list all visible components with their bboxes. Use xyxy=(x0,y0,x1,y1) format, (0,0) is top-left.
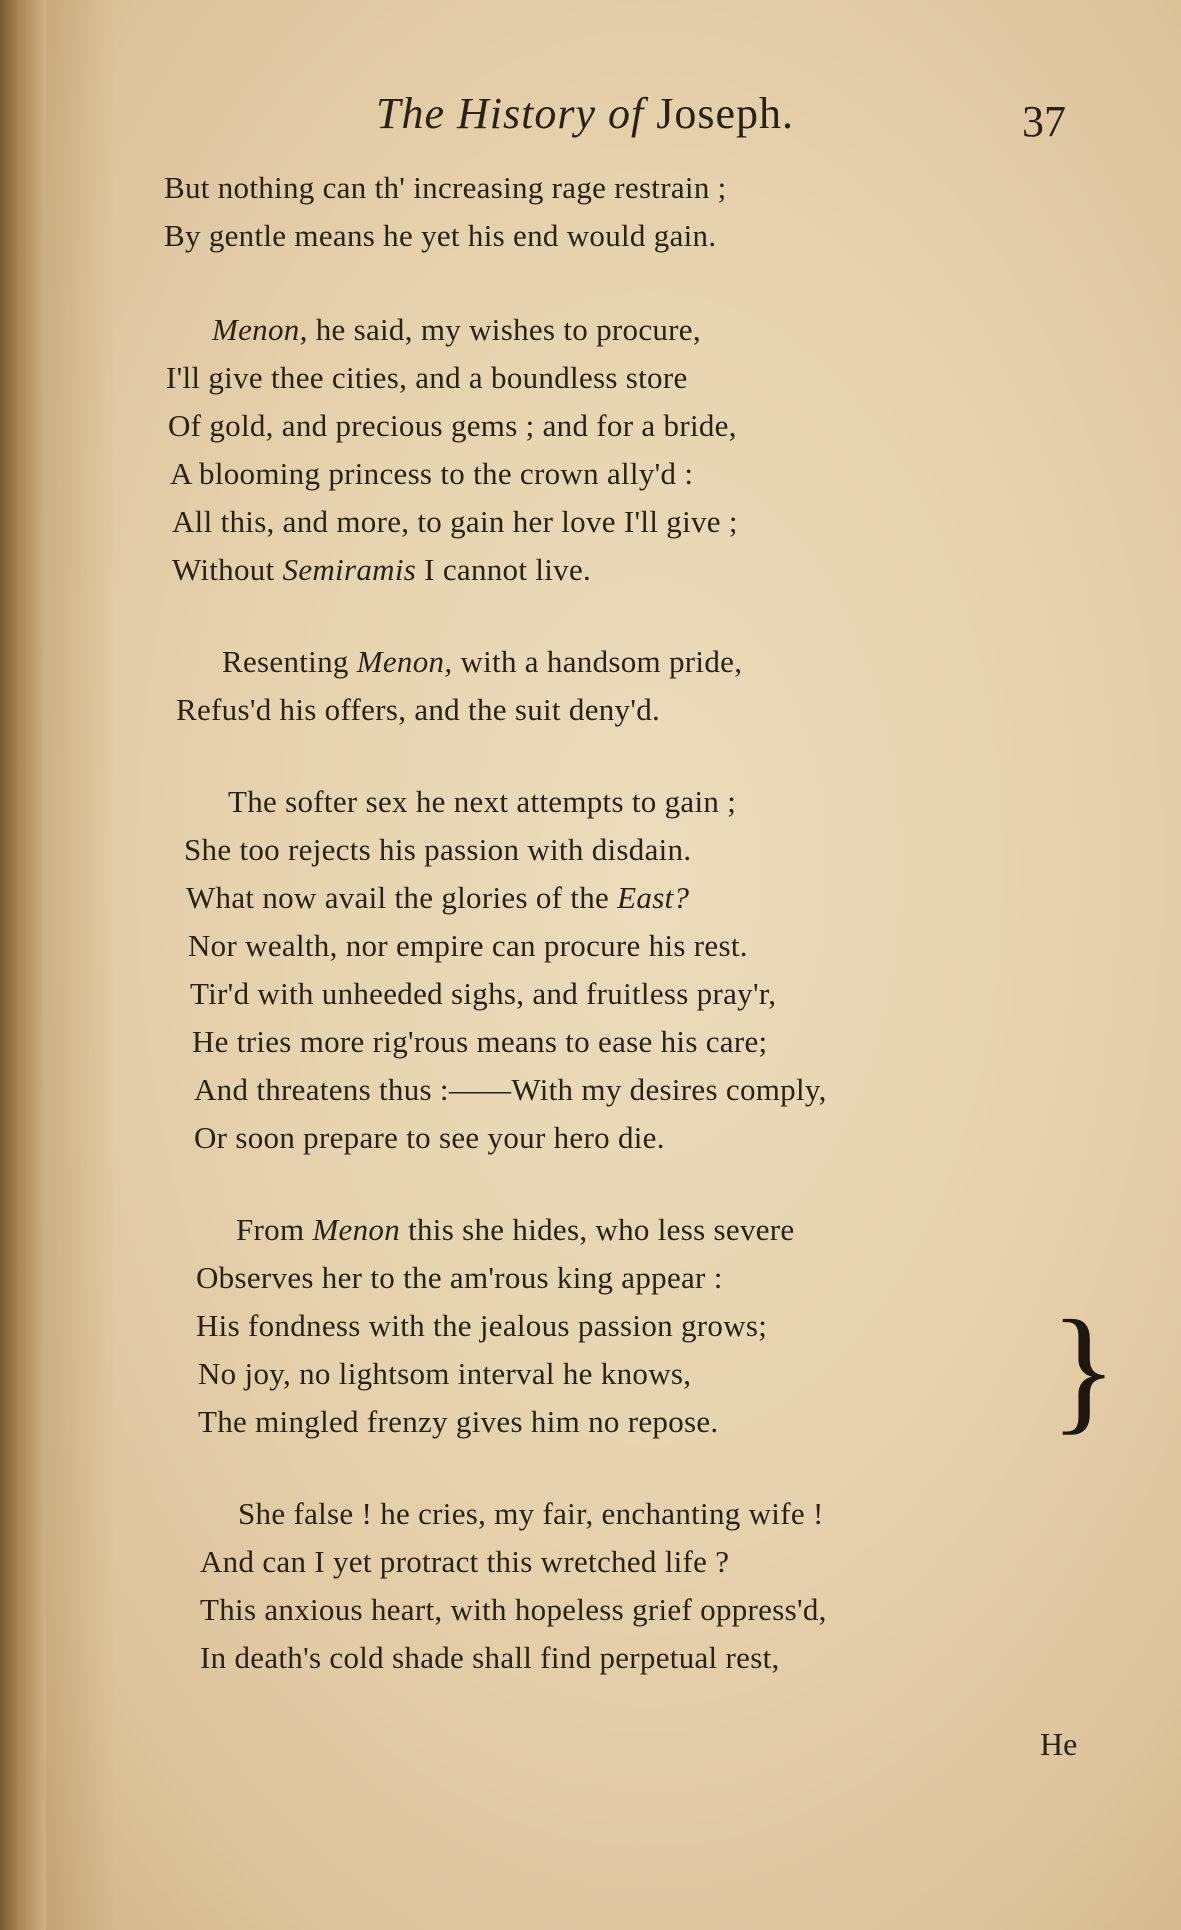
verse-line: She too rejects his passion with disdain. xyxy=(184,832,692,867)
page-stain xyxy=(46,0,116,1930)
name-menon: Menon xyxy=(312,1212,401,1247)
running-header xyxy=(0,88,1181,148)
title-word-history: History xyxy=(457,89,596,138)
verse-line: Or soon prepare to see your hero die. xyxy=(194,1120,665,1155)
word-east: East? xyxy=(617,880,690,915)
verse-line: Nor wealth, nor empire can procure his rest. xyxy=(188,928,748,963)
verse-line: The softer sex he next attempts to gain ; xyxy=(228,784,737,819)
verse-line: A blooming princess to the crown ally'd : xyxy=(170,456,694,491)
verse-line: The mingled frenzy gives him no repose. xyxy=(198,1404,719,1439)
verse-line xyxy=(186,880,689,916)
verse-line xyxy=(236,1212,794,1248)
title-word-of: of xyxy=(608,89,645,138)
verse-line: Tir'd with unheeded sighs, and fruitless pray'r, xyxy=(190,976,777,1011)
verse-line: Of gold, and precious gems ; and for a bride, xyxy=(168,408,737,443)
verse-line: By gentle means he yet his end would gain. xyxy=(164,218,717,253)
verse-line: But nothing can th' increasing rage restrain ; xyxy=(164,170,727,205)
verse-line: And can I yet protract this wretched life ? xyxy=(200,1544,730,1579)
verse-text: Resenting xyxy=(222,644,357,679)
verse-text: with a handsom pride, xyxy=(452,644,743,679)
title-word-joseph: Joseph. xyxy=(656,89,795,138)
verse-line xyxy=(222,644,742,680)
name-semiramis: Semiramis xyxy=(282,552,417,587)
verse-line: Refus'd his offers, and the suit deny'd. xyxy=(176,692,661,727)
verse-line: No joy, no lightsom interval he knows, xyxy=(198,1356,692,1391)
verse-line: She false ! he cries, my fair, enchanting wife ! xyxy=(238,1496,824,1531)
verse-line: All this, and more, to gain her love I'll give ; xyxy=(172,504,738,539)
verse-line: His fondness with the jealous passion grows; xyxy=(196,1308,768,1343)
catchword: He xyxy=(1040,1726,1078,1762)
verse-line: Observes her to the am'rous king appear : xyxy=(196,1260,723,1295)
verse-text: I cannot live. xyxy=(416,552,592,587)
page-gutter xyxy=(0,0,46,1930)
verse-line: This anxious heart, with hopeless grief oppress'd, xyxy=(200,1592,827,1627)
verse-text: he said, my wishes to procure, xyxy=(307,312,701,347)
page-number: 37 xyxy=(1022,97,1066,146)
verse-text: From xyxy=(236,1212,313,1247)
verse-line: In death's cold shade shall find perpetual rest, xyxy=(200,1640,780,1675)
triplet-brace-icon: } xyxy=(1050,1292,1118,1447)
verse-line xyxy=(212,312,701,348)
verse-line: And threatens thus :——With my desires comply, xyxy=(194,1072,827,1107)
verse-line: He tries more rig'rous means to ease his care; xyxy=(192,1024,768,1059)
name-menon: Menon, xyxy=(356,644,453,679)
title-word-the: The xyxy=(376,89,445,138)
verse-text: Without xyxy=(172,552,283,587)
verse-text: What now avail the glories of the xyxy=(186,880,618,915)
verse-text: this she hides, who less severe xyxy=(400,1212,795,1247)
verse-line: I'll give thee cities, and a boundless store xyxy=(166,360,688,395)
verse-line xyxy=(172,552,591,588)
running-title xyxy=(376,88,794,139)
name-menon: Menon, xyxy=(212,312,308,347)
